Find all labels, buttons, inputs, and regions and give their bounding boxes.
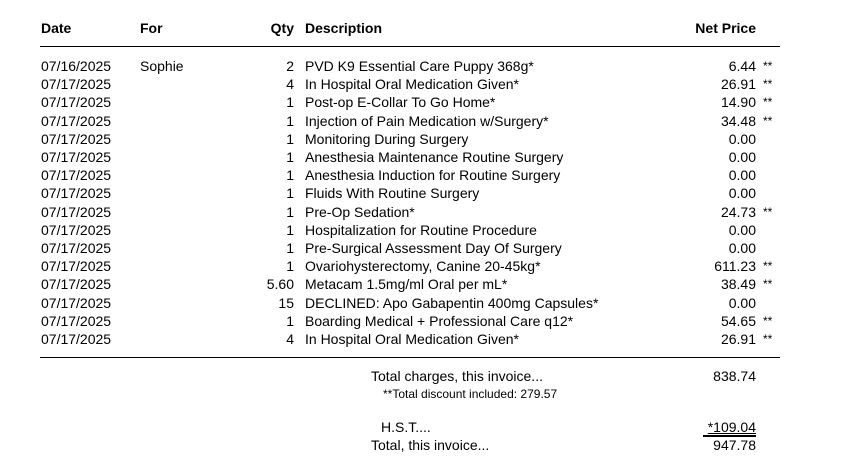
row-qty: 4: [286, 331, 294, 347]
table-row: [0, 239, 866, 257]
row-description: DECLINED: Apo Gabapentin 400mg Capsules*: [305, 294, 599, 311]
row-qty: 1: [286, 203, 294, 220]
table-row: [0, 57, 866, 75]
row-qty: 1: [286, 312, 294, 329]
table-row: [0, 93, 866, 111]
table-row: [0, 203, 866, 221]
row-date: 07/17/2025: [41, 149, 112, 165]
row-date: 07/17/2025: [41, 258, 112, 275]
total-discount-text: **Total discount included: 279.57: [383, 387, 558, 401]
row-discount-flag: **: [763, 77, 773, 92]
total-charges-value: 838.74: [713, 368, 756, 384]
table-row: [0, 130, 866, 148]
row-description: Boarding Medical + Professional Care q12*: [305, 312, 574, 329]
total-charges-label: Total charges, this invoice...: [371, 368, 543, 384]
row-date: 07/17/2025: [41, 221, 112, 238]
row-date: 07/17/2025: [41, 276, 112, 293]
row-discount-flag: **: [763, 332, 773, 346]
row-for: Sophie: [140, 58, 184, 74]
row-net-price: 38.49: [720, 276, 756, 293]
row-date: 07/16/2025: [41, 58, 112, 74]
row-date: 07/17/2025: [41, 185, 112, 202]
row-net-price: 0.00: [728, 167, 756, 184]
header-date: Date: [41, 20, 72, 36]
row-description: Anesthesia Induction for Routine Surgery: [305, 167, 561, 184]
row-qty: 1: [286, 240, 294, 256]
row-qty: 1: [286, 149, 294, 165]
row-net-price: 26.91: [720, 331, 756, 347]
row-discount-flag: **: [763, 204, 773, 219]
row-net-price: 0.00: [728, 240, 756, 256]
row-date: 07/17/2025: [41, 331, 112, 347]
row-net-price: 26.91: [720, 76, 756, 93]
table-row: [0, 257, 866, 275]
header-rule: [40, 46, 780, 47]
row-description: In Hospital Oral Medication Given*: [305, 331, 519, 347]
row-qty: 2: [286, 58, 294, 74]
row-qty: 4: [286, 76, 294, 93]
hst-label: H.S.T....: [381, 419, 431, 435]
invoice-total-label: Total, this invoice...: [371, 437, 490, 453]
row-qty: 1: [286, 112, 294, 129]
row-description: Injection of Pain Medication w/Surgery*: [305, 112, 549, 129]
row-discount-flag: **: [763, 113, 773, 128]
row-description: Hospitalization for Routine Procedure: [305, 221, 537, 238]
row-qty: 1: [286, 221, 294, 238]
invoice-total-value: 947.78: [713, 437, 756, 453]
header-net-price: Net Price: [695, 20, 756, 36]
row-net-price: 34.48: [720, 112, 756, 129]
row-date: 07/17/2025: [41, 294, 112, 311]
header-for: For: [140, 20, 163, 36]
row-discount-flag: **: [763, 277, 773, 292]
row-date: 07/17/2025: [41, 167, 112, 184]
row-qty: 1: [286, 185, 294, 202]
row-net-price: 0.00: [728, 185, 756, 202]
table-row: [0, 184, 866, 202]
table-row: [0, 330, 866, 348]
row-description: In Hospital Oral Medication Given*: [305, 76, 519, 93]
row-date: 07/17/2025: [41, 76, 112, 93]
row-qty: 5.60: [266, 276, 294, 293]
row-description: Pre-Surgical Assessment Day Of Surgery: [305, 240, 562, 256]
row-net-price: 54.65: [720, 312, 756, 329]
row-qty: 1: [286, 167, 294, 184]
row-date: 07/17/2025: [41, 240, 112, 256]
row-qty: 15: [278, 294, 294, 311]
header-qty: Qty: [270, 20, 294, 36]
row-net-price: 14.90: [720, 94, 756, 111]
row-discount-flag: **: [763, 259, 773, 274]
row-description: Pre-Op Sedation*: [305, 203, 415, 220]
table-row: [0, 294, 866, 312]
row-date: 07/17/2025: [41, 112, 112, 129]
row-discount-flag: **: [763, 95, 773, 110]
table-row: [0, 312, 866, 330]
table-row: [0, 148, 866, 166]
row-date: 07/17/2025: [41, 203, 112, 220]
table-row: [0, 221, 866, 239]
row-date: 07/17/2025: [41, 130, 112, 147]
header-description: Description: [305, 20, 383, 36]
row-net-price: 611.23: [714, 258, 756, 275]
totals-rule: [40, 357, 780, 358]
row-date: 07/17/2025: [41, 94, 112, 111]
row-net-price: 0.00: [728, 130, 756, 147]
table-row: [0, 112, 866, 130]
row-description: Ovariohysterectomy, Canine 20-45kg*: [305, 258, 541, 275]
row-qty: 1: [286, 130, 294, 147]
row-date: 07/17/2025: [41, 312, 112, 329]
row-discount-flag: **: [763, 313, 773, 328]
row-net-price: 6.44: [728, 58, 756, 74]
table-row: [0, 275, 866, 293]
row-description: Fluids With Routine Surgery: [305, 185, 480, 202]
hst-value: *109.04: [707, 419, 756, 435]
table-row: [0, 75, 866, 93]
row-description: Post-op E-Collar To Go Home*: [305, 94, 496, 111]
row-discount-flag: **: [763, 59, 773, 73]
row-net-price: 24.73: [720, 203, 756, 220]
row-net-price: 0.00: [728, 221, 756, 238]
row-net-price: 0.00: [728, 294, 756, 311]
row-qty: 1: [286, 94, 294, 111]
row-description: Anesthesia Maintenance Routine Surgery: [305, 149, 564, 165]
table-row: [0, 166, 866, 184]
row-net-price: 0.00: [728, 149, 756, 165]
row-description: Monitoring During Surgery: [305, 130, 469, 147]
row-qty: 1: [286, 258, 294, 275]
row-description: Metacam 1.5mg/ml Oral per mL*: [305, 276, 508, 293]
row-description: PVD K9 Essential Care Puppy 368g*: [305, 58, 534, 74]
